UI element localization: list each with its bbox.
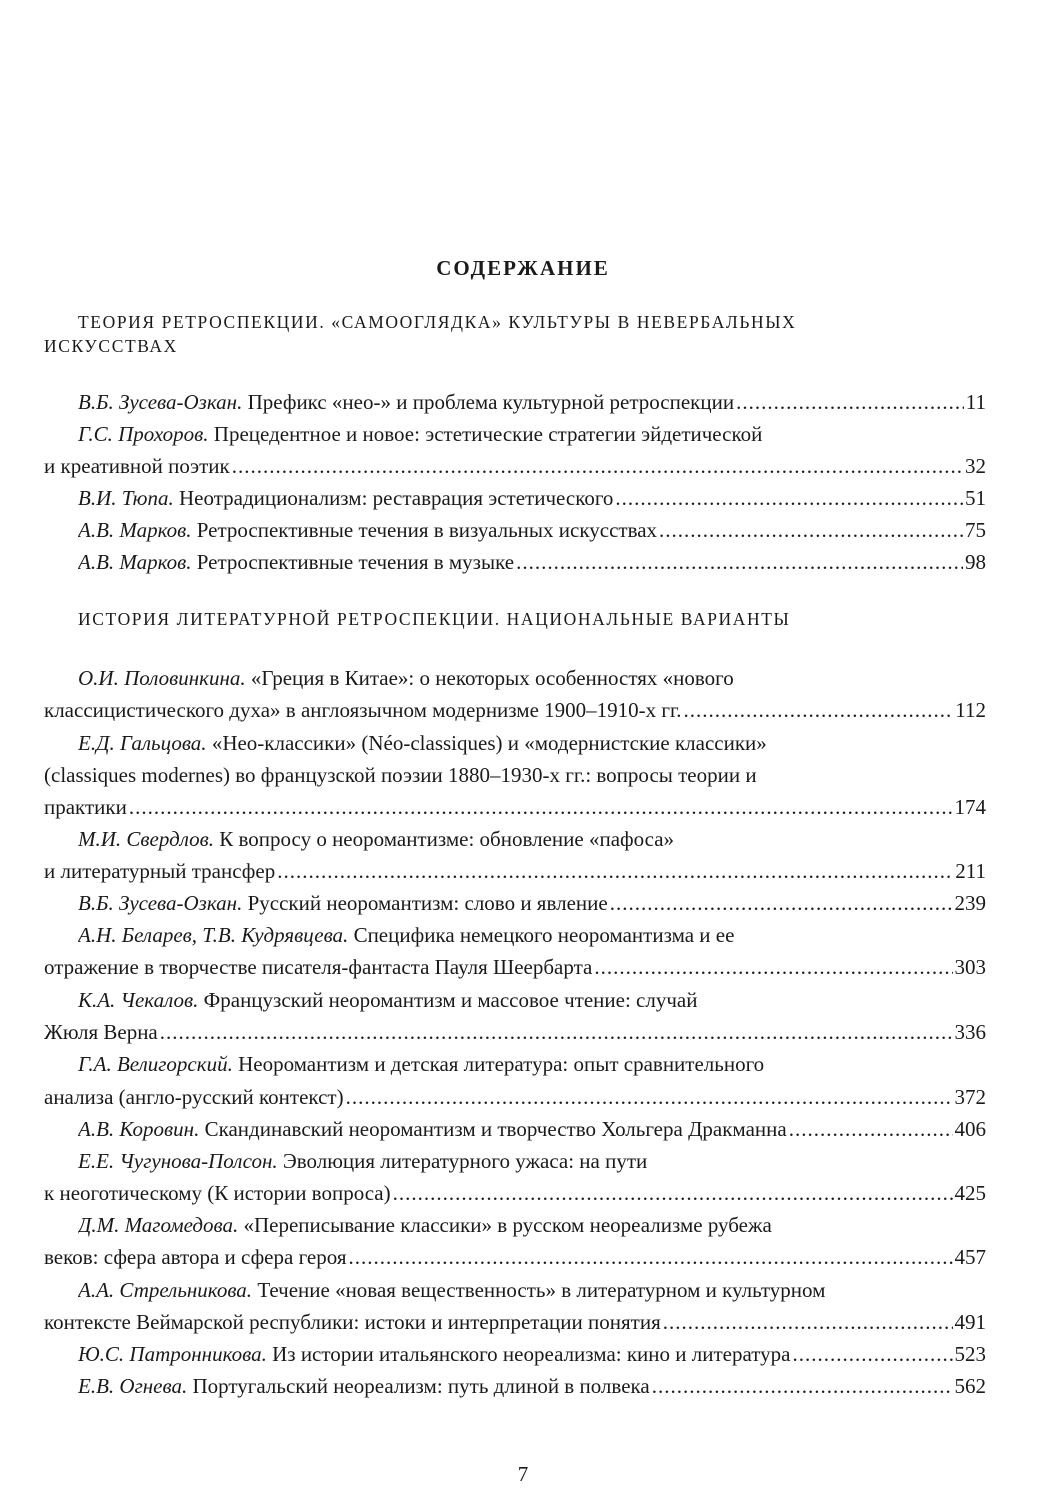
toc-entry-continuation[interactable]: [44, 694, 986, 726]
entry-title: Течение «новая вещественность» в литературном и культурном: [257, 1278, 826, 1302]
toc-entry[interactable]: [78, 482, 986, 514]
entry-title: «Греция в Китае»: о некоторых особенностях «нового: [250, 666, 734, 690]
toc-entry[interactable]: [78, 546, 986, 578]
entry-title: отражение в творчестве писателя-фантаста Пауля Шеербарта: [44, 955, 593, 979]
toc-entry-continuation[interactable]: [44, 1081, 986, 1113]
entry-author: Ю.С. Патронникова.: [78, 1342, 267, 1366]
entry-author: А.А. Стрельникова.: [78, 1278, 253, 1302]
leader-dots: [393, 1177, 953, 1209]
entry-title: и креативной поэтик: [44, 454, 230, 478]
section-heading-1: ТЕОРИЯ РЕТРОСПЕКЦИИ. «САМООГЛЯДКА» КУЛЬТУРЫ В НЕВЕРБАЛЬНЫХ ИСКУССТВАХ: [44, 312, 797, 356]
entry-page: 112: [955, 698, 986, 722]
toc-entry[interactable]: [78, 514, 986, 546]
entry-title: веков: сфера автора и сфера героя: [44, 1245, 347, 1269]
entry-title: контексте Веймарской республики: истоки и интерпретации понятия: [44, 1310, 661, 1334]
entry-title: Прецедентное и новое: эстетические стратегии эйдетической: [213, 422, 763, 446]
entry-page: 523: [954, 1342, 986, 1366]
leader-dots: [516, 546, 963, 578]
toc-entry-continuation[interactable]: [44, 450, 986, 482]
entry-title: Ретроспективные течения в музыке: [196, 550, 515, 574]
entry-title: анализа (англо-русский контекст): [44, 1085, 344, 1109]
toc-entry[interactable]: [78, 919, 986, 951]
toc-entry[interactable]: [78, 386, 986, 418]
entry-page: 425: [954, 1181, 986, 1205]
toc-entry[interactable]: [78, 1048, 986, 1080]
toc-entry[interactable]: [78, 887, 986, 919]
toc-entry[interactable]: [78, 1113, 986, 1145]
entry-author: Е.Е. Чугунова-Полсон.: [78, 1149, 278, 1173]
entry-title: к неоготическому (К истории вопроса): [44, 1181, 391, 1205]
toc-entry-continuation[interactable]: [44, 855, 986, 887]
entry-page: 406: [954, 1117, 986, 1141]
leader-dots: [346, 1081, 953, 1113]
entry-title: (classiques modernes) во французской поэзии 1880–1930-х гг.: вопросы теории и: [44, 763, 757, 787]
entry-title: Неоромантизм и детская литература: опыт сравнительного: [238, 1052, 765, 1076]
leader-dots: [349, 1241, 953, 1273]
page-title: СОДЕРЖАНИЕ: [436, 256, 610, 280]
entry-author: А.В. Марков.: [78, 550, 192, 574]
entry-author: В.Б. Зусева-Озкан.: [78, 390, 243, 414]
entry-title: Португальский неореализм: путь длиной в полвека: [192, 1374, 650, 1398]
toc-entry-continuation[interactable]: [44, 1177, 986, 1209]
leader-dots: [652, 1370, 953, 1402]
toc-entry[interactable]: [78, 1145, 986, 1177]
entry-author: М.И. Свердлов.: [78, 827, 214, 851]
entry-title: практики: [44, 795, 127, 819]
toc-entry[interactable]: [78, 727, 986, 759]
entry-page: 98: [965, 550, 986, 574]
entry-author: Д.М. Магомедова.: [78, 1213, 239, 1237]
leader-dots: [594, 951, 952, 983]
toc-entry-continuation[interactable]: [44, 791, 986, 823]
entry-author: А.В. Марков.: [78, 518, 192, 542]
entry-author: А.Н. Беларев, Т.В. Кудрявцева.: [78, 923, 349, 947]
leader-dots: [129, 791, 953, 823]
section-heading-2: ИСТОРИЯ ЛИТЕРАТУРНОЙ РЕТРОСПЕКЦИИ. НАЦИОНАЛЬНЫЕ ВАРИАНТЫ: [78, 609, 791, 629]
toc-entry[interactable]: [78, 1338, 986, 1370]
entry-page: 336: [954, 1020, 986, 1044]
entry-page: 75: [965, 518, 986, 542]
leader-dots: [663, 1306, 953, 1338]
entry-page: 562: [954, 1374, 986, 1398]
entry-page: 372: [954, 1085, 986, 1109]
leader-dots: [615, 482, 963, 514]
toc-entry[interactable]: [78, 823, 986, 855]
leader-dots: [232, 450, 963, 482]
entry-author: В.И. Тюпа.: [78, 486, 174, 510]
leader-dots: [684, 694, 954, 726]
toc-entry[interactable]: [78, 418, 986, 450]
entry-title: классицистического духа» в англоязычном модернизме 1900–1910-х гг.: [44, 698, 682, 722]
toc-entry-continuation[interactable]: [44, 951, 986, 983]
entry-title: Жюля Верна: [44, 1020, 158, 1044]
page-number: 7: [517, 1462, 529, 1486]
leader-dots: [610, 887, 953, 919]
toc-entry-continuation[interactable]: [44, 1306, 986, 1338]
entry-title: «Нео-классики» (Néo-classiques) и «модернистские классики»: [211, 731, 767, 755]
entry-title: К вопросу о неоромантизме: обновление «пафоса»: [219, 827, 675, 851]
entry-title: и литературный трансфер: [44, 859, 276, 883]
toc-entry[interactable]: [78, 1274, 986, 1306]
entry-page: 51: [965, 486, 986, 510]
entry-author: Е.Д. Гальцова.: [78, 731, 207, 755]
entry-title: «Переписывание классики» в русском неореализме рубежа: [243, 1213, 772, 1237]
toc-entry-continuation[interactable]: [44, 759, 986, 791]
entry-author: О.И. Половинкина.: [78, 666, 246, 690]
entry-page: 239: [954, 891, 986, 915]
entry-page: 303: [954, 955, 986, 979]
entry-author: Е.В. Огнева.: [78, 1374, 188, 1398]
leader-dots: [792, 1338, 952, 1370]
entry-author: Г.А. Велигорский.: [78, 1052, 233, 1076]
entry-title: Французский неоромантизм и массовое чтение: случай: [203, 988, 698, 1012]
entry-page: 174: [954, 795, 986, 819]
leader-dots: [736, 386, 964, 418]
entry-page: 11: [965, 390, 986, 414]
entry-title: Эволюция литературного ужаса: на пути: [282, 1149, 648, 1173]
entry-title: Специфика немецкого неоромантизма и ее: [353, 923, 735, 947]
toc-entry-continuation[interactable]: [44, 1016, 986, 1048]
toc-entry[interactable]: [78, 662, 986, 694]
entry-page: 491: [954, 1310, 986, 1334]
entry-title: Русский неоромантизм: слово и явление: [247, 891, 608, 915]
entry-page: 211: [955, 859, 986, 883]
toc-entry-continuation[interactable]: [44, 1241, 986, 1273]
leader-dots: [659, 514, 963, 546]
leader-dots: [789, 1113, 953, 1145]
entry-author: Г.С. Прохоров.: [78, 422, 209, 446]
entry-page: 457: [954, 1245, 986, 1269]
entry-author: К.А. Чекалов.: [78, 988, 199, 1012]
entry-title: Скандинавский неоромантизм и творчество Хольгера Дракманна: [204, 1117, 787, 1141]
entry-author: В.Б. Зусева-Озкан.: [78, 891, 243, 915]
entry-title: Неотрадиционализм: реставрация эстетического: [178, 486, 614, 510]
entry-title: Префикс «нео-» и проблема культурной ретроспекции: [247, 390, 735, 414]
leader-dots: [277, 855, 953, 887]
entry-author: А.В. Коровин.: [78, 1117, 200, 1141]
leader-dots: [160, 1016, 953, 1048]
toc-entry[interactable]: [78, 1370, 986, 1402]
toc-entry[interactable]: [78, 984, 986, 1016]
entry-title: Из истории итальянского неореализма: кино и литература: [272, 1342, 791, 1366]
entry-title: Ретроспективные течения в визуальных искусствах: [196, 518, 658, 542]
entry-page: 32: [965, 454, 986, 478]
toc-entry[interactable]: [78, 1209, 986, 1241]
